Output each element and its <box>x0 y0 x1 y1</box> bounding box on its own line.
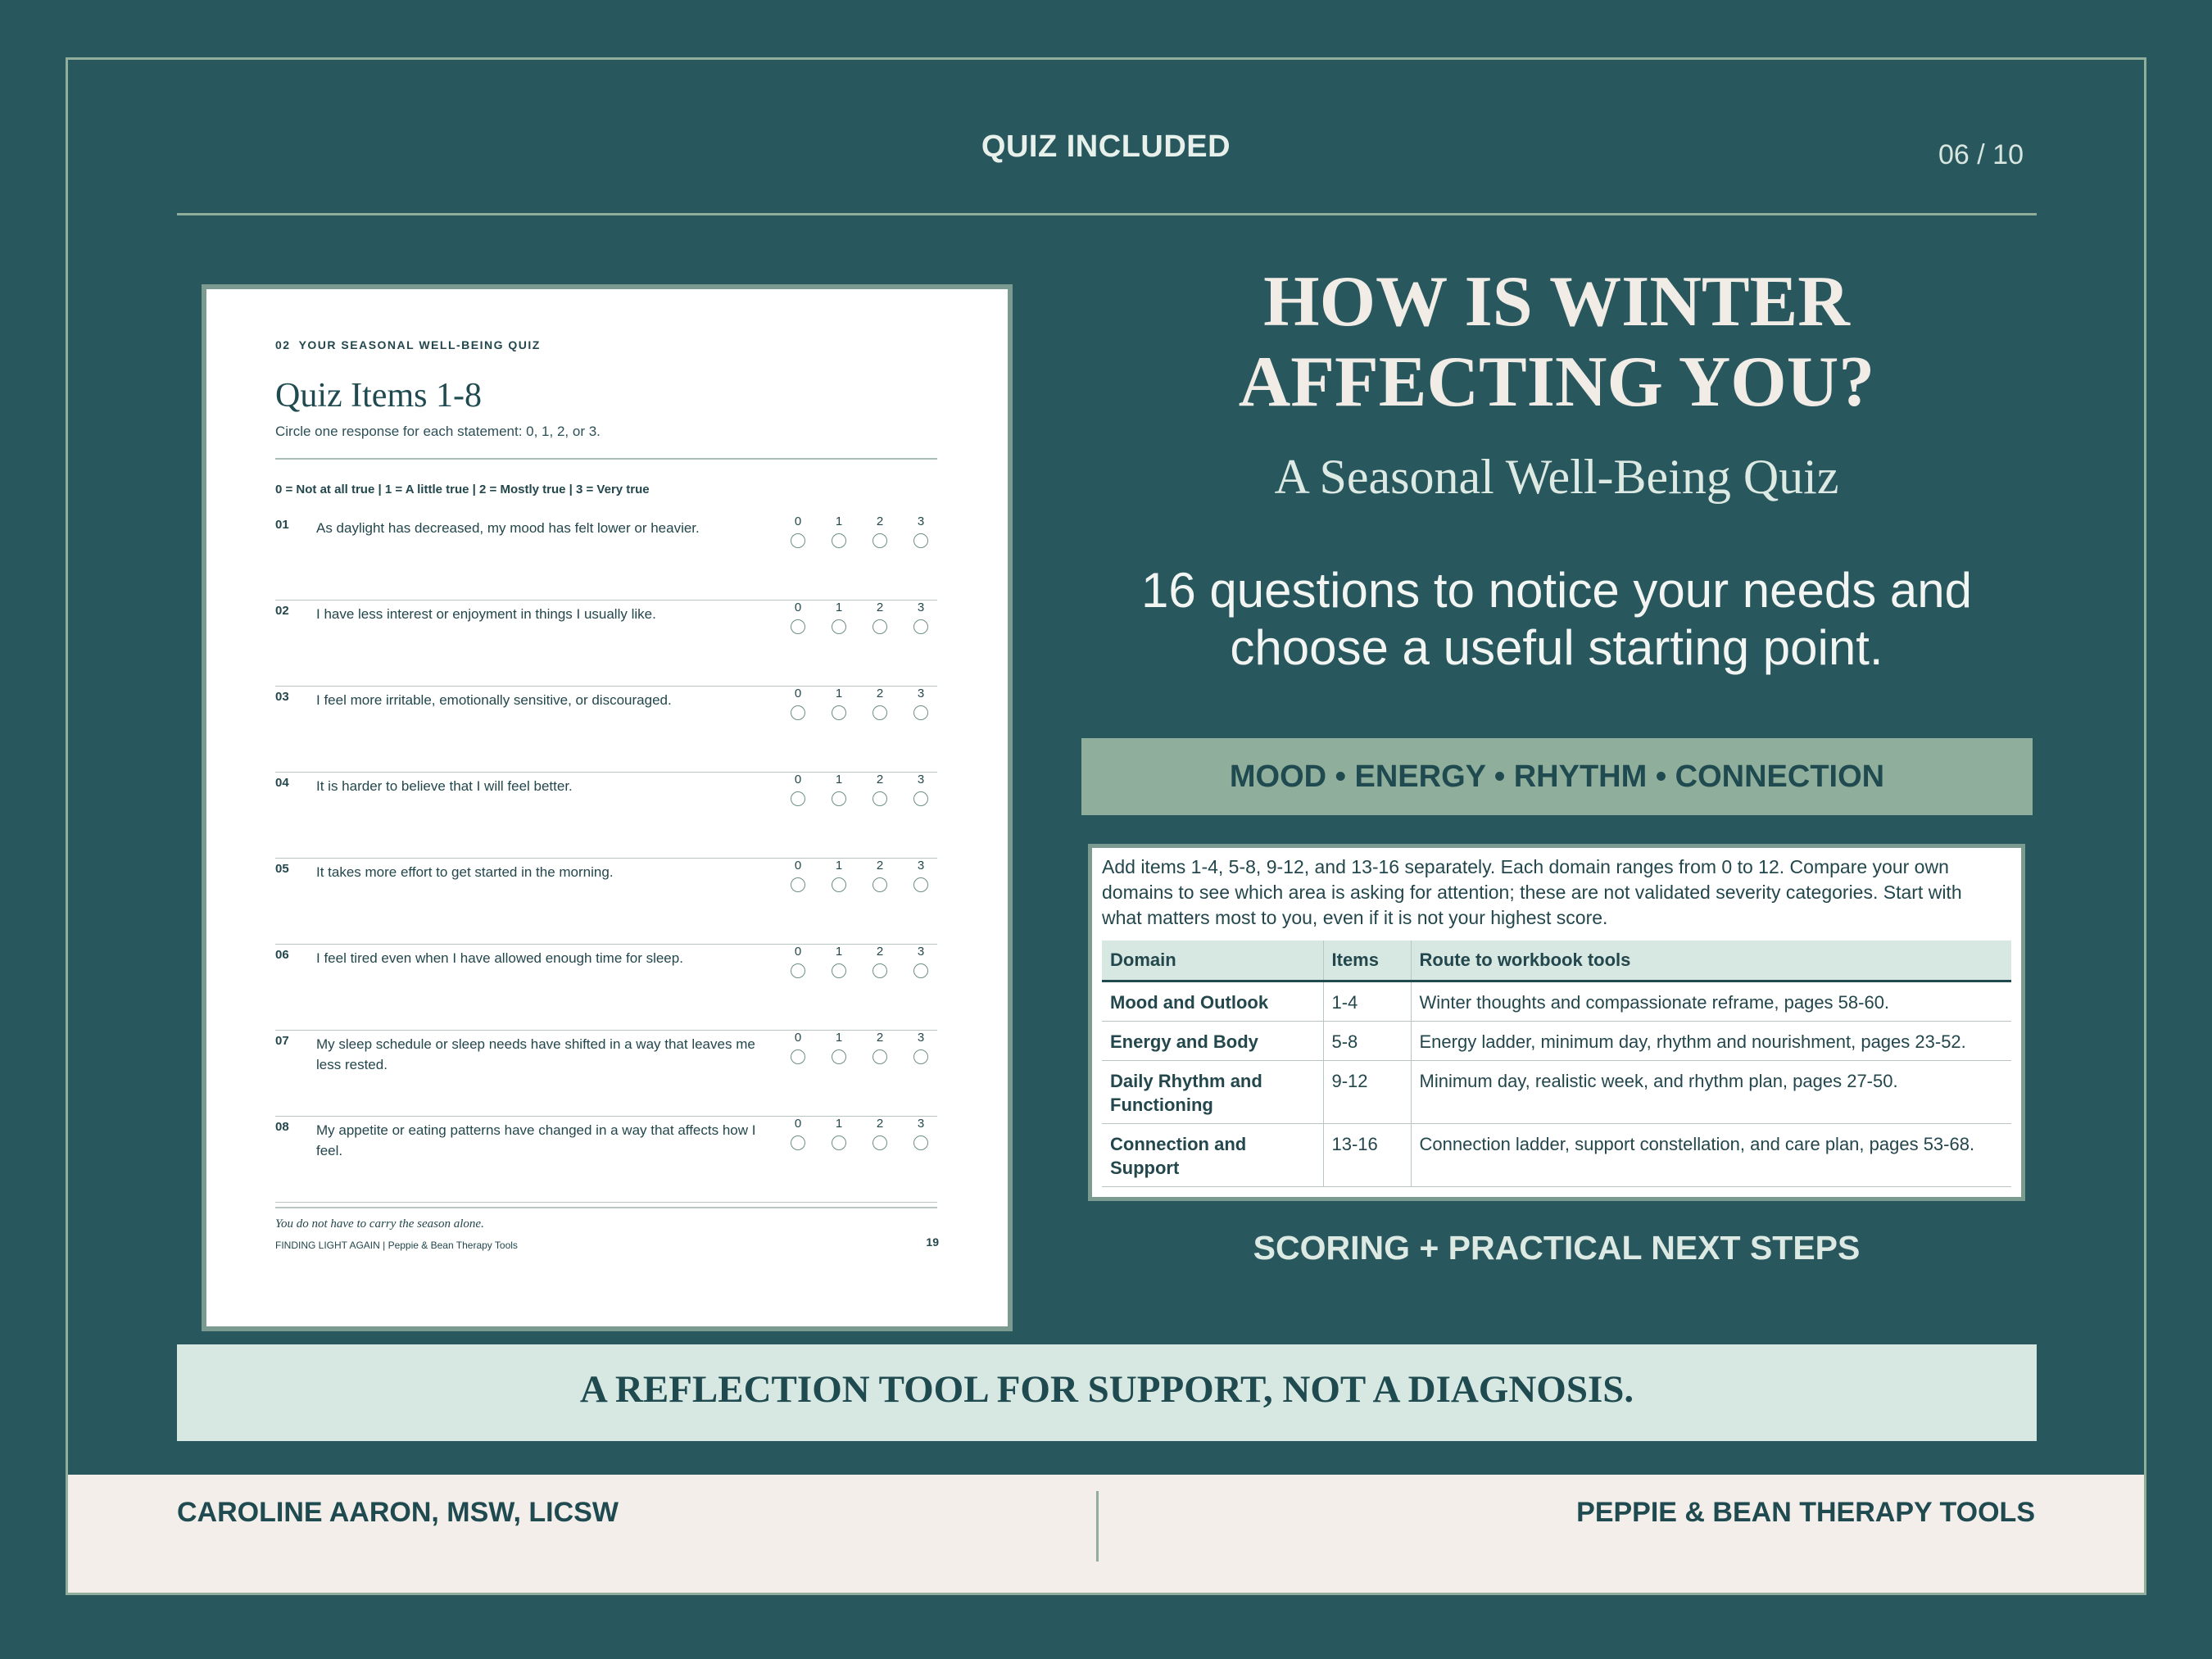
table-row <box>1102 1022 2011 1061</box>
response-option[interactable] <box>787 859 809 892</box>
radio-circle-icon[interactable] <box>913 619 928 634</box>
route-cell: Energy ladder, minimum day, rhythm and nourishment, pages 23-52. <box>1411 1022 2011 1061</box>
option-label: 1 <box>835 859 843 873</box>
response-option[interactable] <box>787 773 809 806</box>
sheet-footer-brand: FINDING LIGHT AGAIN | Peppie & Bean Therapy Tools <box>275 1240 518 1251</box>
brand-credit: PEPPIE & BEAN THERAPY TOOLS <box>1576 1497 2035 1528</box>
radio-circle-icon[interactable] <box>873 1049 887 1064</box>
quiz-item <box>275 945 937 1031</box>
hero-title: HOW IS WINTER AFFECTING YOU? <box>1238 262 1875 422</box>
option-label: 3 <box>917 687 925 700</box>
quiz-item-statement: I feel tired even when I have allowed enough time for sleep. <box>316 950 683 966</box>
option-label: 1 <box>835 1117 843 1131</box>
items-cell: 9-12 <box>1323 1061 1411 1124</box>
response-option[interactable] <box>910 687 931 720</box>
next-steps-heading: SCORING + PRACTICAL NEXT STEPS <box>1253 1229 1861 1267</box>
radio-circle-icon[interactable] <box>873 877 887 892</box>
radio-circle-icon[interactable] <box>791 1135 805 1150</box>
header-title: QUIZ INCLUDED <box>981 129 1231 164</box>
quiz-instruction: Circle one response for each statement: 0, 1, 2, or 3. <box>275 424 601 439</box>
author-credit: CAROLINE AARON, MSW, LICSW <box>177 1497 619 1528</box>
items-cell: 5-8 <box>1323 1022 1411 1061</box>
quiz-divider <box>275 458 937 460</box>
response-option[interactable] <box>828 687 850 720</box>
option-label: 2 <box>876 945 884 959</box>
quiz-item <box>275 1117 937 1203</box>
radio-circle-icon[interactable] <box>873 533 887 548</box>
response-option[interactable] <box>787 514 809 548</box>
response-option[interactable] <box>828 1117 850 1150</box>
table-header-row <box>1102 941 2011 981</box>
footer-divider <box>1096 1491 1099 1562</box>
column-header: Domain <box>1102 941 1323 981</box>
option-label: 3 <box>917 773 925 786</box>
quiz-item-number: 05 <box>275 862 289 876</box>
section-eyebrow <box>275 338 937 351</box>
response-option[interactable] <box>910 859 931 892</box>
domain-cell: Daily Rhythm and Functioning <box>1102 1061 1323 1124</box>
radio-circle-icon[interactable] <box>873 619 887 634</box>
option-label: 0 <box>794 687 802 700</box>
response-option[interactable] <box>869 514 891 548</box>
radio-circle-icon[interactable] <box>791 1049 805 1064</box>
quiz-item-statement: My appetite or eating patterns have changed in a way that affects how I feel. <box>316 1122 756 1158</box>
option-label: 2 <box>876 1031 884 1045</box>
quiz-item <box>275 1031 937 1117</box>
option-label: 1 <box>835 945 843 959</box>
response-option[interactable] <box>910 945 931 978</box>
quiz-items-list <box>275 514 937 1203</box>
column-header: Items <box>1323 941 1411 981</box>
option-label: 1 <box>835 514 843 528</box>
quiz-item-number: 03 <box>275 690 289 704</box>
sheet-footer-quote: You do not have to carry the season alone. <box>275 1217 484 1231</box>
response-option[interactable] <box>869 687 891 720</box>
hero-subtitle: A Seasonal Well-Being Quiz <box>1274 450 1839 504</box>
column-header: Route to workbook tools <box>1411 941 2011 981</box>
radio-circle-icon[interactable] <box>832 619 846 634</box>
radio-circle-icon[interactable] <box>913 533 928 548</box>
option-label: 2 <box>876 687 884 700</box>
response-option[interactable] <box>910 1031 931 1064</box>
quiz-title: Quiz Items 1-8 <box>275 377 482 415</box>
scoring-intro: Add items 1-4, 5-8, 9-12, and 13-16 separately. Each domain ranges from 0 to 12. Compare your own domains to see which area is asking for attention; these are not validated severity categories. Start with what matters most to you, even if it is not your highest score. <box>1102 856 1962 928</box>
response-option[interactable] <box>869 1117 891 1150</box>
items-cell: 13-16 <box>1323 1124 1411 1187</box>
radio-circle-icon[interactable] <box>913 963 928 978</box>
scoring-box <box>1088 844 2025 1201</box>
option-label: 2 <box>876 859 884 873</box>
response-option[interactable] <box>787 687 809 720</box>
response-option[interactable] <box>910 514 931 548</box>
response-option[interactable] <box>828 945 850 978</box>
response-option[interactable] <box>869 1031 891 1064</box>
radio-circle-icon[interactable] <box>913 877 928 892</box>
quiz-item-number: 07 <box>275 1034 289 1048</box>
response-scale: 0 = Not at all true | 1 = A little true | 2 = Mostly true | 3 = Very true <box>275 483 650 496</box>
option-label: 1 <box>835 773 843 786</box>
radio-circle-icon[interactable] <box>791 963 805 978</box>
route-cell: Minimum day, realistic week, and rhythm plan, pages 27-50. <box>1411 1061 2011 1124</box>
quiz-item <box>275 601 937 687</box>
option-label: 3 <box>917 1117 925 1131</box>
option-label: 3 <box>917 514 925 528</box>
page-indicator: 06 / 10 <box>1938 139 2024 170</box>
quiz-item <box>275 514 937 601</box>
radio-circle-icon[interactable] <box>791 791 805 806</box>
option-label: 0 <box>794 1117 802 1131</box>
response-option[interactable] <box>910 601 931 634</box>
response-option[interactable] <box>869 859 891 892</box>
quiz-item-statement: I have less interest or enjoyment in things I usually like. <box>316 606 656 622</box>
option-label: 0 <box>794 601 802 614</box>
quiz-item-statement: It takes more effort to get started in the morning. <box>316 864 614 880</box>
section-number: 02 <box>275 338 291 351</box>
option-label: 1 <box>835 1031 843 1045</box>
response-option[interactable] <box>869 601 891 634</box>
option-label: 0 <box>794 773 802 786</box>
quiz-item-number: 02 <box>275 604 289 618</box>
route-cell: Winter thoughts and compassionate reframe, pages 58-60. <box>1411 981 2011 1022</box>
option-label: 0 <box>794 945 802 959</box>
hero-blurb: 16 questions to notice your needs and choose a useful starting point. <box>1140 563 1973 675</box>
radio-circle-icon[interactable] <box>832 705 846 720</box>
response-option[interactable] <box>828 859 850 892</box>
domain-cell: Mood and Outlook <box>1102 981 1323 1022</box>
table-row <box>1102 1124 2011 1187</box>
quiz-item-statement: As daylight has decreased, my mood has felt lower or heavier. <box>316 520 700 536</box>
response-option[interactable] <box>828 773 850 806</box>
quiz-item-number: 01 <box>275 518 289 532</box>
response-option[interactable] <box>828 1031 850 1064</box>
response-option[interactable] <box>910 773 931 806</box>
quiz-item <box>275 773 937 859</box>
radio-circle-icon[interactable] <box>913 1135 928 1150</box>
option-label: 3 <box>917 859 925 873</box>
domain-cell: Energy and Body <box>1102 1022 1323 1061</box>
radio-circle-icon[interactable] <box>873 791 887 806</box>
option-label: 1 <box>835 601 843 614</box>
radio-circle-icon[interactable] <box>913 1049 928 1064</box>
routes-table <box>1102 941 2011 1187</box>
sheet-footer-divider <box>275 1207 937 1208</box>
radio-circle-icon[interactable] <box>832 877 846 892</box>
section-label: YOUR SEASONAL WELL-BEING QUIZ <box>298 338 541 351</box>
response-option[interactable] <box>787 1117 809 1150</box>
option-label: 2 <box>876 514 884 528</box>
response-option[interactable] <box>828 601 850 634</box>
response-option[interactable] <box>910 1117 931 1150</box>
quiz-item <box>275 859 937 945</box>
quiz-item-statement: I feel more irritable, emotionally sensitive, or discouraged. <box>316 692 672 708</box>
route-cell: Connection ladder, support constellation, and care plan, pages 53-68. <box>1411 1124 2011 1187</box>
radio-circle-icon[interactable] <box>791 533 805 548</box>
option-label: 2 <box>876 773 884 786</box>
option-label: 3 <box>917 945 925 959</box>
radio-circle-icon[interactable] <box>791 705 805 720</box>
radio-circle-icon[interactable] <box>832 1135 846 1150</box>
response-option[interactable] <box>787 1031 809 1064</box>
option-label: 0 <box>794 514 802 528</box>
response-option[interactable] <box>869 945 891 978</box>
option-label: 2 <box>876 601 884 614</box>
response-option[interactable] <box>787 601 809 634</box>
domains-band: MOOD • ENERGY • RHYTHM • CONNECTION <box>1081 738 2033 815</box>
radio-circle-icon[interactable] <box>873 705 887 720</box>
radio-circle-icon[interactable] <box>791 877 805 892</box>
option-label: 3 <box>917 601 925 614</box>
response-option[interactable] <box>828 514 850 548</box>
option-label: 0 <box>794 1031 802 1045</box>
domain-cell: Connection and Support <box>1102 1124 1323 1187</box>
option-label: 2 <box>876 1117 884 1131</box>
disclaimer-banner: A REFLECTION TOOL FOR SUPPORT, NOT A DIAGNOSIS. <box>177 1344 2037 1441</box>
response-option[interactable] <box>869 773 891 806</box>
radio-circle-icon[interactable] <box>791 619 805 634</box>
radio-circle-icon[interactable] <box>873 1135 887 1150</box>
table-row <box>1102 981 2011 1022</box>
quiz-page-preview <box>202 284 1013 1331</box>
quiz-item-statement: It is harder to believe that I will feel better. <box>316 778 573 794</box>
radio-circle-icon[interactable] <box>913 791 928 806</box>
radio-circle-icon[interactable] <box>832 791 846 806</box>
radio-circle-icon[interactable] <box>832 1049 846 1064</box>
radio-circle-icon[interactable] <box>832 533 846 548</box>
table-row <box>1102 1061 2011 1124</box>
radio-circle-icon[interactable] <box>913 705 928 720</box>
items-cell: 1-4 <box>1323 981 1411 1022</box>
header-divider <box>177 213 2037 215</box>
radio-circle-icon[interactable] <box>873 963 887 978</box>
quiz-item-number: 04 <box>275 776 289 790</box>
quiz-item-number: 06 <box>275 948 289 962</box>
footer-bar <box>68 1475 2144 1593</box>
option-label: 1 <box>835 687 843 700</box>
quiz-item-number: 08 <box>275 1120 289 1134</box>
sheet-page-number: 19 <box>926 1235 939 1249</box>
option-label: 3 <box>917 1031 925 1045</box>
quiz-item-statement: My sleep schedule or sleep needs have shifted in a way that leaves me less rested. <box>316 1036 755 1072</box>
radio-circle-icon[interactable] <box>832 963 846 978</box>
response-option[interactable] <box>787 945 809 978</box>
option-label: 0 <box>794 859 802 873</box>
quiz-item <box>275 687 937 773</box>
